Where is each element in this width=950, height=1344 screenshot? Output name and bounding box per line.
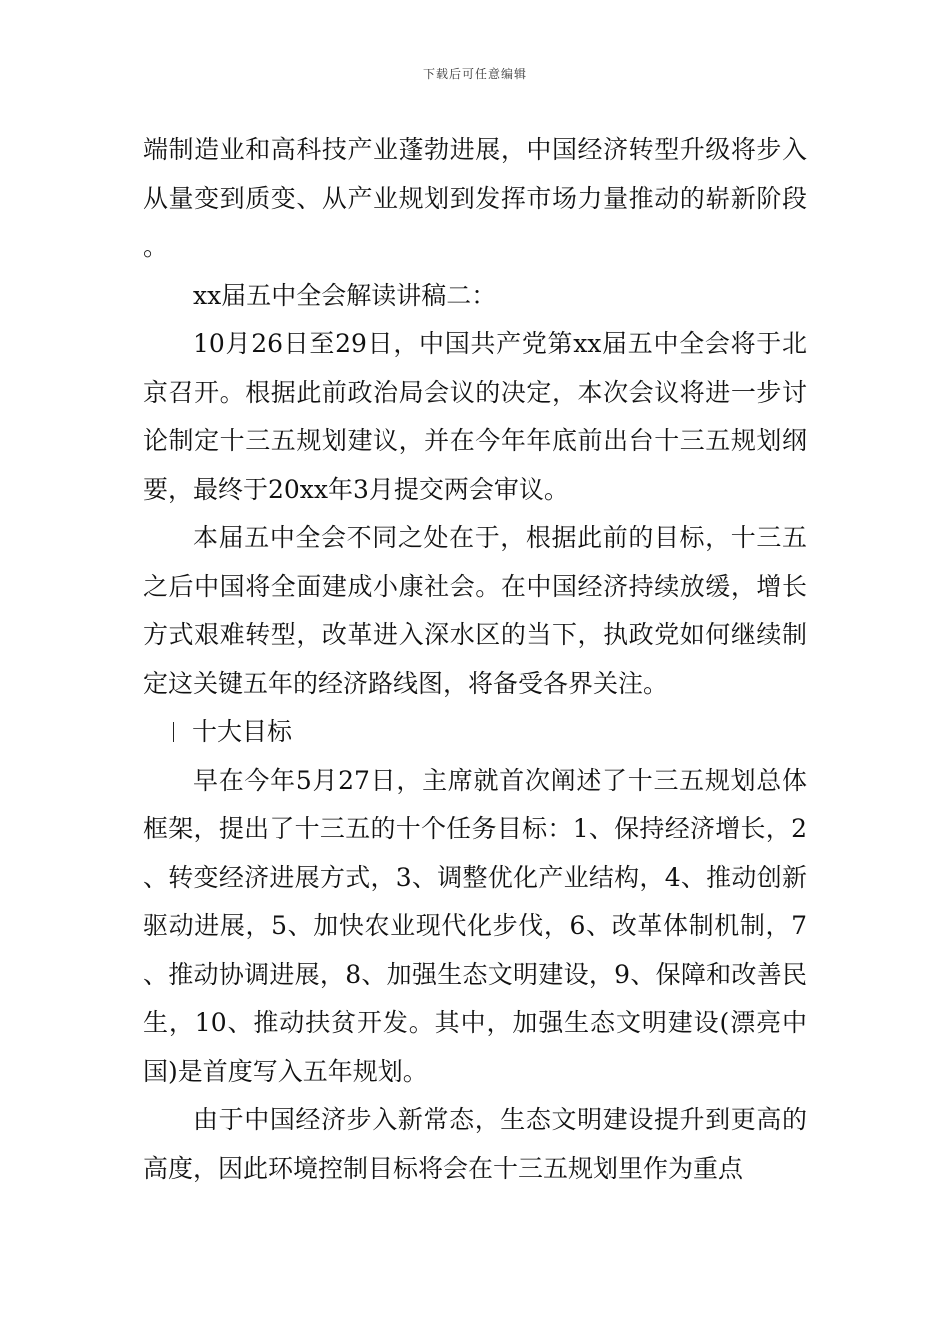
paragraph-ecological: 由于中国经济步入新常态，生态文明建设提升到更高的高度，因此环境控制目标将会在十三五规划里作为重点 (143, 1105, 807, 1183)
section-heading (143, 708, 807, 757)
document-body (143, 126, 807, 1193)
paragraph-plenum-difference: 本届五中全会不同之处在于，根据此前的目标，十三五之后中国将全面建成小康社会。在中国经济持续放缓，增长方式艰难转型，改革进入深水区的当下，执政党如何继续制定这关键五年的经济路线图，将备受各界关注。 (143, 523, 807, 698)
paragraph-meeting-schedule: 10月26日至29日，中国共产党第xx届五中全会将于北京召开。根据此前政治局会议的决定，本次会议将进一步讨论制定十三五规划建议，并在今年年底前出台十三五规划纲要，最终于20xx年3月提交两会审议。 (143, 329, 807, 504)
header-note: 下载后可任意编辑 (422, 67, 527, 81)
heading-bar-icon (173, 722, 174, 742)
document-subtitle: xx届五中全会解读讲稿二： (193, 280, 497, 310)
section-heading-text: 十大目标 (192, 717, 293, 746)
paragraph-ten-goals: 早在今年5月27日，主席就首次阐述了十三五规划总体框架，提出了十三五的十个任务目标：1、保持经济增长，2、转变经济进展方式，3、调整优化产业结构，4、推动创新驱动进展，5、加快农业现代化步伐，6、改革体制机制，7、推动协调进展，8、加强生态文明建设，9、保障和改善民生，10、推动扶贫开发。其中，加强生态文明建设(漂亮中国)是首度写入五年规划。 (143, 765, 807, 1086)
paragraph-continuation: 端制造业和高科技产业蓬勃进展，中国经济转型升级将步入从量变到质变、从产业规划到发挥市场力量推动的崭新阶段。 (143, 135, 807, 261)
